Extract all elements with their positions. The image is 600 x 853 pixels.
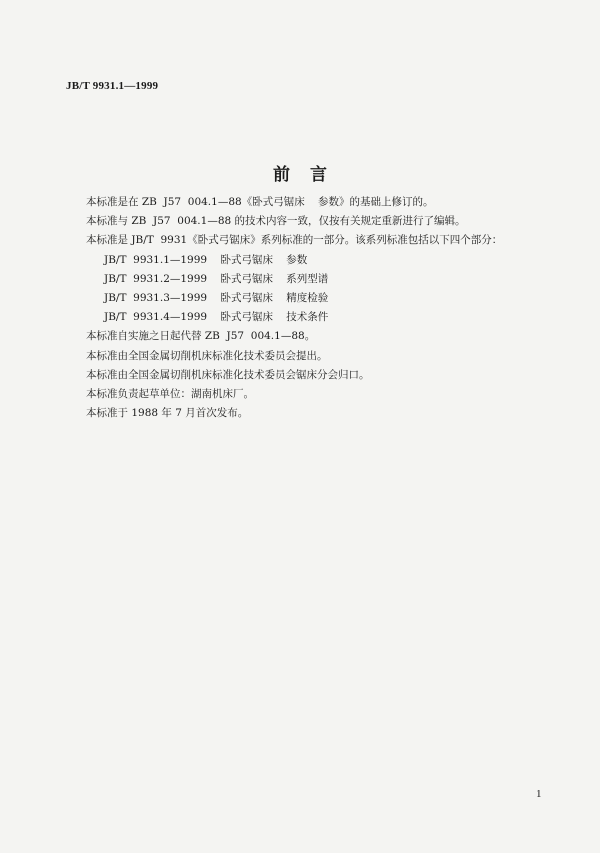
series-part-item: JB/T 9931.2—1999 卧式弓锯床 系列型谱 <box>104 272 329 285</box>
paragraph-revision-basis: 本标准是在 ZB J57 004.1—88《卧式弓锯床 参数》的基础上修订的。 <box>86 196 434 208</box>
paragraph-first-published: 本标准于 1988 年 7 月首次发布。 <box>86 407 249 420</box>
page-title: 前言 <box>273 165 347 185</box>
series-part-item: JB/T 9931.3—1999 卧式弓锯床 精度检验 <box>104 292 329 305</box>
foreword-body <box>86 193 546 423</box>
series-part-item: JB/T 9931.4—1999 卧式弓锯床 技术条件 <box>104 311 329 324</box>
standard-code-header: JB/T 9931.1—1999 <box>66 80 159 92</box>
page-number: 1 <box>536 788 542 800</box>
paragraph-administered-by: 本标准由全国金属切削机床标准化技术委员会锯床分会归口。 <box>86 368 370 381</box>
paragraph-technical-content: 本标准与 ZB J57 004.1—88 的技术内容一致，仅按有关规定重新进行了编辑。 <box>86 215 466 228</box>
paragraph-proposed-by: 本标准由全国金属切削机床标准化技术委员会提出。 <box>86 349 328 362</box>
paragraph-drafted-by: 本标准负责起草单位：湖南机床厂。 <box>86 388 254 401</box>
series-part-item: JB/T 9931.1—1999 卧式弓锯床 参数 <box>104 253 308 266</box>
series-parts-list <box>86 251 546 328</box>
paragraph-replacement: 本标准自实施之日起代替 ZB J57 004.1—88。 <box>86 330 316 343</box>
paragraph-series-intro: 本标准是 JB/T 9931《卧式弓锯床》系列标准的一部分。该系列标准包括以下四个部分： <box>86 234 503 247</box>
